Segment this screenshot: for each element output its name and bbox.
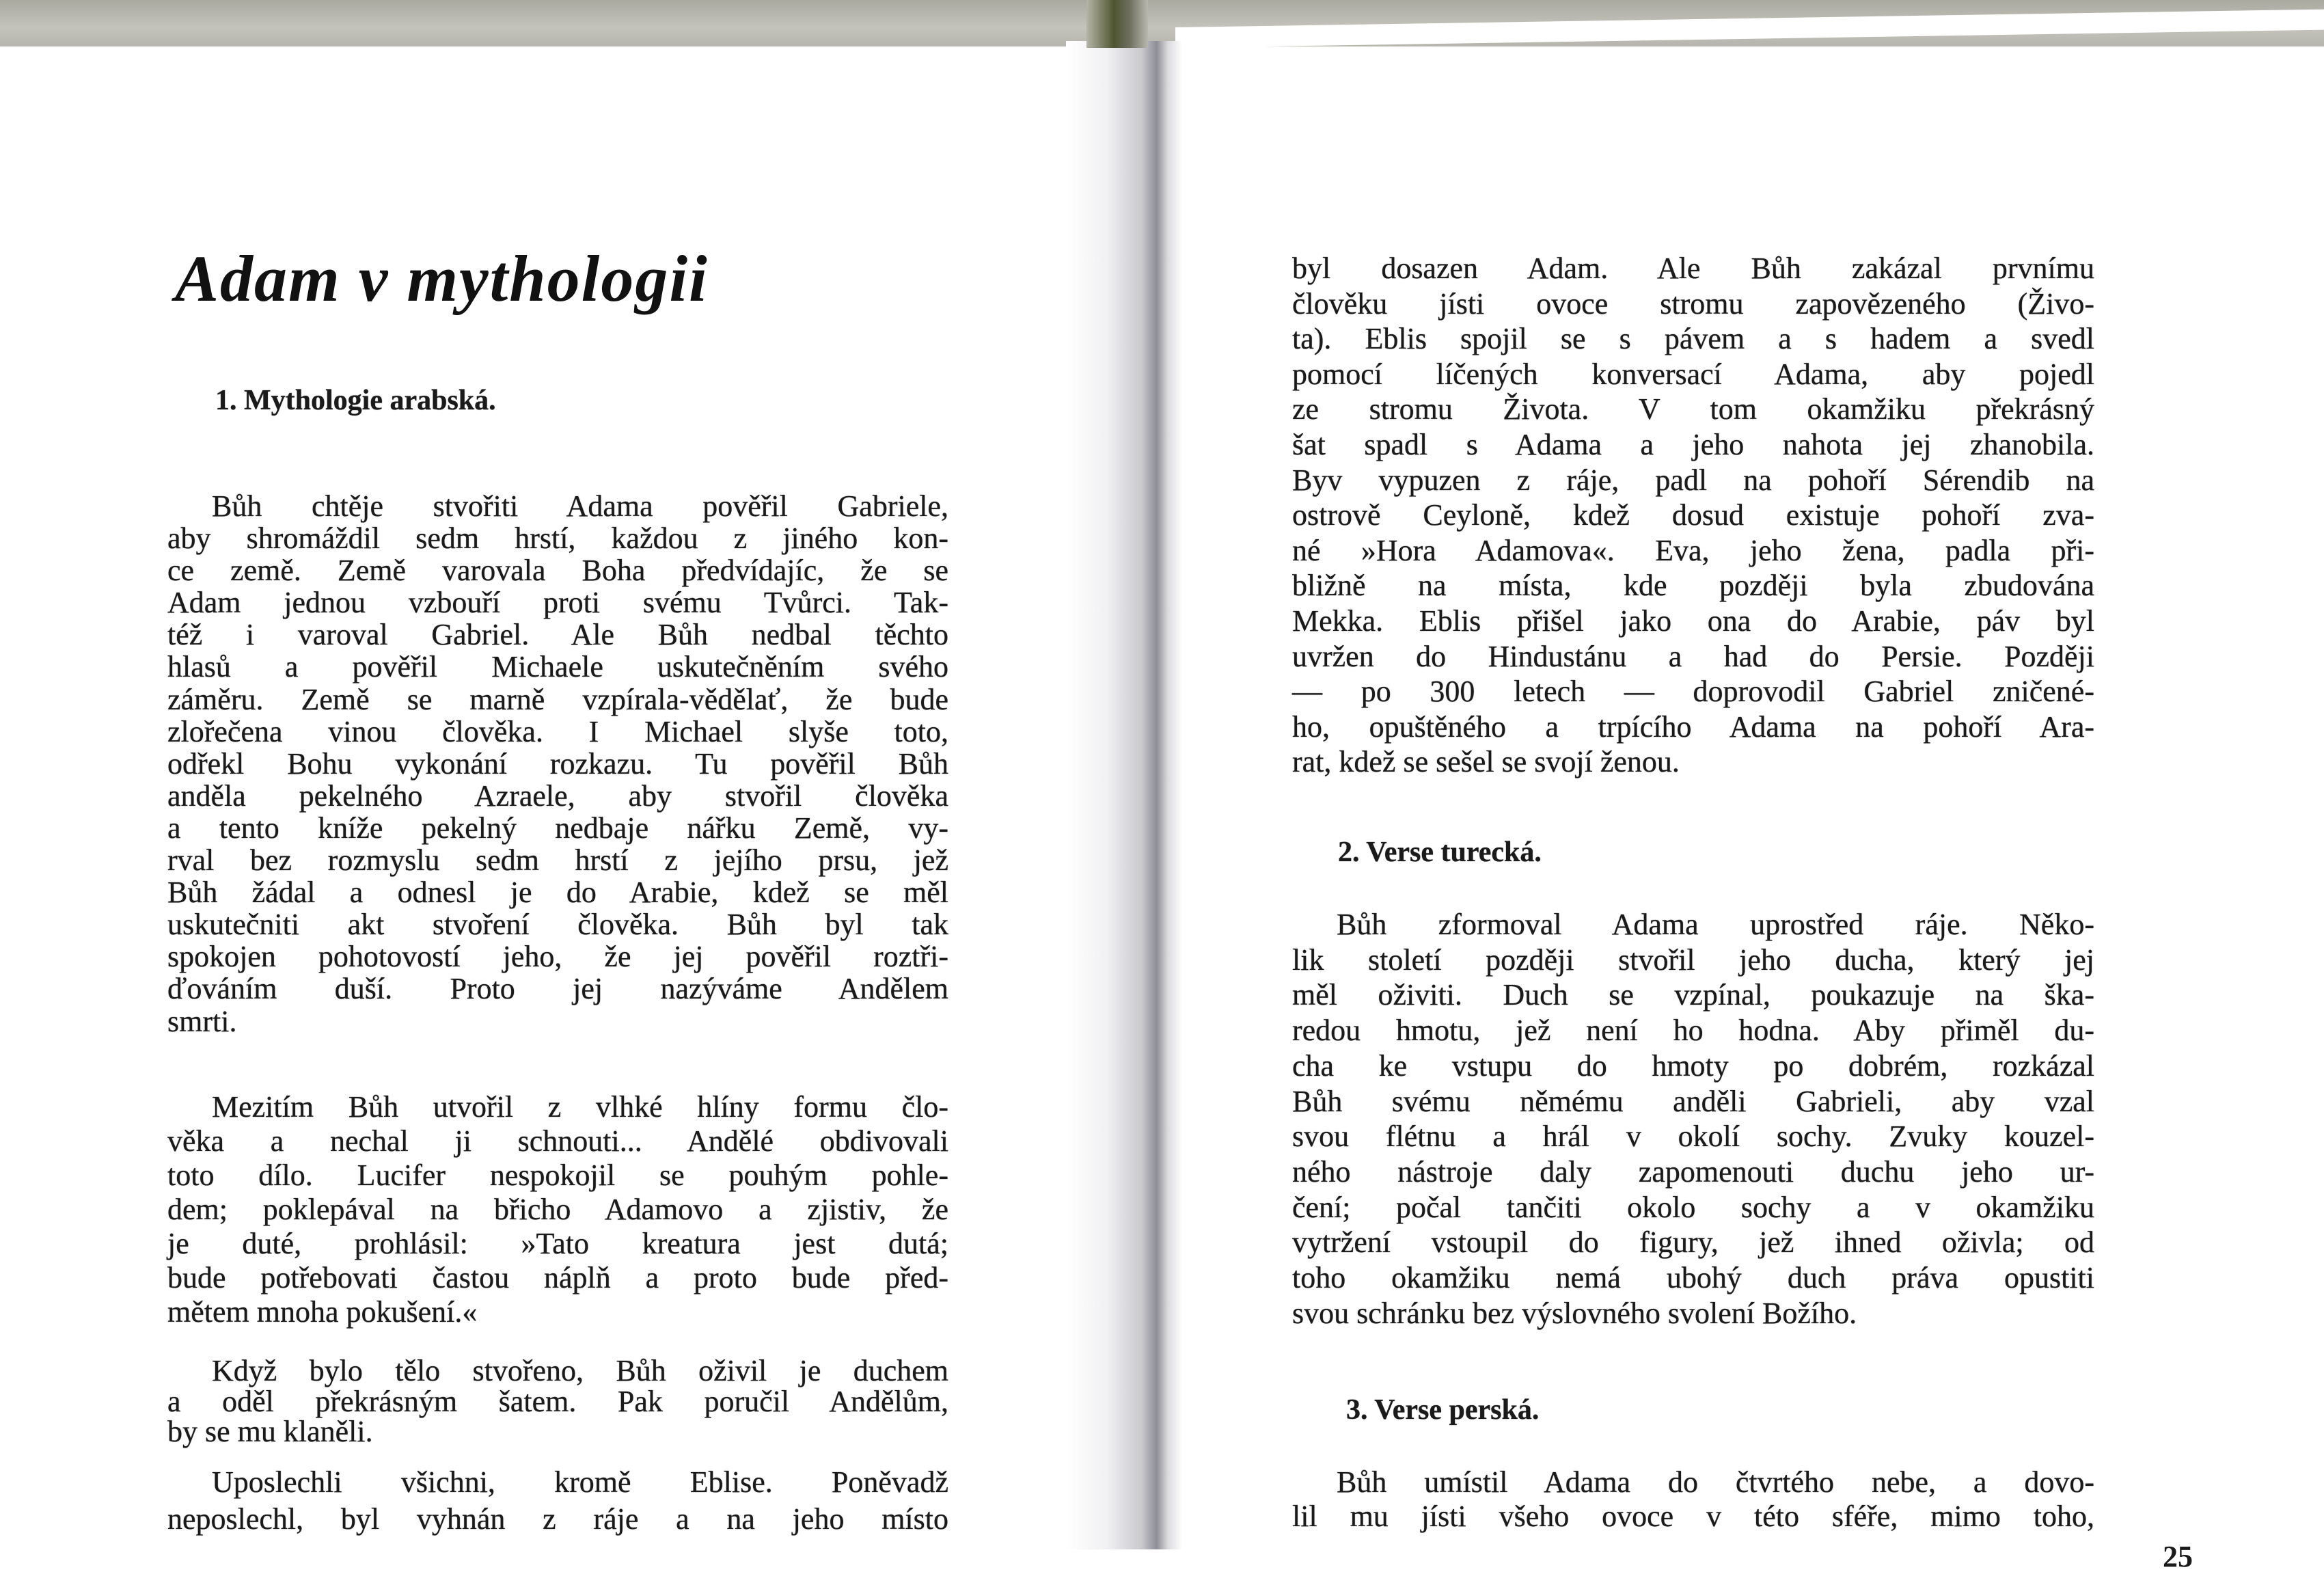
text-line: uvržen do Hindustánu a had do Persie. Později	[1292, 639, 2094, 673]
text-line: dem; poklepával na břicho Adamovo a zjistiv, že	[167, 1193, 948, 1226]
text-line: lil mu jísti všeho ovoce v této sféře, mimo toho,	[1292, 1500, 2094, 1533]
text-line: pomocí líčených konversací Adama, aby pojedl	[1292, 357, 2094, 391]
text-line: Adam jednou vzbouří proti svému Tvůrci. Tak-	[167, 586, 948, 620]
text-line: a tento kníže pekelný nedbaje nářku Země, vy-	[167, 811, 948, 845]
text-line: Bůh žádal a odnesl je do Arabie, kdež se měl	[167, 876, 948, 910]
paragraph	[167, 1090, 948, 1329]
paragraph	[1292, 1465, 2094, 1534]
text-line: rval bez rozmyslu sedm hrstí z jejího prsu, jež	[167, 843, 948, 878]
paragraph	[167, 1464, 948, 1538]
text-line: Mekka. Eblis přišel jako ona do Arabie, páv byl	[1292, 603, 2094, 638]
text-line: ze stromu Života. V tom okamžiku překrásný	[1292, 392, 2094, 426]
text-line: rat, kdež se sešel se svojí ženou.	[1292, 745, 1680, 779]
text-line: Bůh zformoval Adama uprostřed ráje. Něko-	[1337, 908, 2094, 941]
text-line: svou flétnu a hrál v okolí sochy. Zvuky kouzel-	[1292, 1120, 2094, 1154]
text-line: odřekl Bohu vykonání rozkazu. Tu pověřil Bůh	[167, 746, 948, 781]
book-spine-shadow	[1086, 0, 1148, 48]
text-line: lik století později stvořil jeho ducha, který jej	[1292, 942, 2094, 977]
section-heading-arabic: 1. Mythologie arabská.	[215, 385, 496, 416]
text-line: Mezitím Bůh utvořil z vlhké hlíny formu člo-	[212, 1090, 948, 1124]
text-line: hlasů a pověřil Michaele uskutečněním svého	[167, 650, 948, 684]
paragraph	[167, 490, 948, 1037]
text-line: — po 300 letech — doprovodil Gabriel zničené-	[1292, 675, 2094, 709]
text-line: též i varoval Gabriel. Ale Bůh nedbal těchto	[167, 618, 948, 652]
text-line: ta). Eblis spojil se s pávem a s hadem a svedl	[1292, 322, 2094, 356]
text-line: by se mu klaněli.	[167, 1415, 373, 1448]
text-line: je duté, prohlásil: »Tato kreatura jest dutá;	[167, 1227, 948, 1260]
text-line: Uposlechli všichni, kromě Eblise. Poněvadž	[212, 1465, 948, 1499]
chapter-title: Adam v mythologii	[175, 242, 709, 315]
book-gutter	[1066, 41, 1182, 1549]
section-heading-persian: 3. Verse perská.	[1346, 1394, 1540, 1426]
text-line: anděla pekelného Azraele, aby stvořil člověka	[167, 778, 948, 813]
text-line: byl dosazen Adam. Ale Bůh zakázal prvnímu	[1292, 252, 2094, 285]
section-heading-turkish: 2. Verse turecká.	[1338, 837, 1542, 868]
text-line: člověku jísti ovoce stromu zapovězeného (Živo-	[1292, 286, 2094, 321]
text-line: cha ke vstupu do hmoty po dobrém, rozkázal	[1292, 1048, 2094, 1083]
text-line: ostrově Ceyloně, kdež dosud existuje pohoří zva-	[1292, 498, 2094, 532]
text-line: věka a nechal ji schnouti... Andělé obdivovali	[167, 1124, 948, 1158]
text-line: měl oživiti. Duch se vzpínal, poukazuje na ška-	[1292, 978, 2094, 1012]
text-line: smrti.	[167, 1004, 237, 1038]
text-line: Bůh umístil Adama do čtvrtého nebe, a dovo-	[1337, 1465, 2094, 1499]
text-line: šat spadl s Adama a jeho nahota jej zhanobila.	[1292, 427, 2094, 461]
page-number: 25	[2163, 1540, 2193, 1573]
text-line: záměru. Země se marně vzpírala-vědělať, že bude	[167, 682, 948, 716]
text-line: a oděl překrásným šatem. Pak poručil Andělům,	[167, 1384, 948, 1418]
text-line: neposlechl, byl vyhnán z ráje a na jeho místo	[167, 1502, 948, 1536]
paragraph	[1292, 251, 2094, 780]
text-line: Bůh chtěje stvořiti Adama pověřil Gabriele,	[212, 489, 948, 523]
text-line: ho, opuštěného a trpícího Adama na pohoří Ara-	[1292, 709, 2094, 744]
text-line: Bůh svému němému anděli Gabrieli, aby vzal	[1292, 1084, 2094, 1118]
text-line: toho okamžiku nemá ubohý duch práva opustiti	[1292, 1261, 2094, 1295]
text-line: bude potřebovati častou náplň a proto bude před-	[167, 1261, 948, 1294]
paragraph	[167, 1356, 948, 1448]
text-line: ce země. Země varovala Boha předvídajíc, že se	[167, 554, 948, 588]
text-line: mětem mnoha pokušení.«	[167, 1295, 478, 1329]
text-line: bližně na místa, kde později byla zbudována	[1292, 569, 2094, 603]
text-line: Byv vypuzen z ráje, padl na pohoří Sérendib na	[1292, 463, 2094, 497]
text-line: uskutečniti akt stvoření člověka. Bůh byl tak	[167, 908, 948, 942]
text-line: né »Hora Adamova«. Eva, jeho žena, padla při-	[1292, 533, 2094, 567]
text-line: aby shromáždil sedm hrstí, každou z jiného kon-	[167, 521, 948, 556]
text-line: toto dílo. Lucifer nespokojil se pouhým pohle-	[167, 1158, 948, 1192]
text-line: ného nástroje daly zapomenouti duchu jeho ur-	[1292, 1154, 2094, 1189]
text-line: vytržení vstoupil do figury, jež ihned oživla; od	[1292, 1225, 2094, 1260]
text-line: spokojen pohotovostí jeho, že jej pověřil roztři-	[167, 940, 948, 974]
text-line: svou schránku bez výslovného svolení Božího.	[1292, 1296, 1857, 1330]
text-line: Když bylo tělo stvořeno, Bůh oživil je duchem	[212, 1354, 948, 1387]
text-line: redou hmotu, jež není ho hodna. Aby přiměl du-	[1292, 1014, 2094, 1048]
paragraph	[1292, 907, 2094, 1331]
text-line: ďováním duší. Proto jej nazýváme Andělem	[167, 972, 948, 1006]
text-line: čení; počal tančiti okolo sochy a v okamžiku	[1292, 1190, 2094, 1224]
text-line: zlořečena vinou člověka. I Michael slyše toto,	[167, 714, 948, 748]
